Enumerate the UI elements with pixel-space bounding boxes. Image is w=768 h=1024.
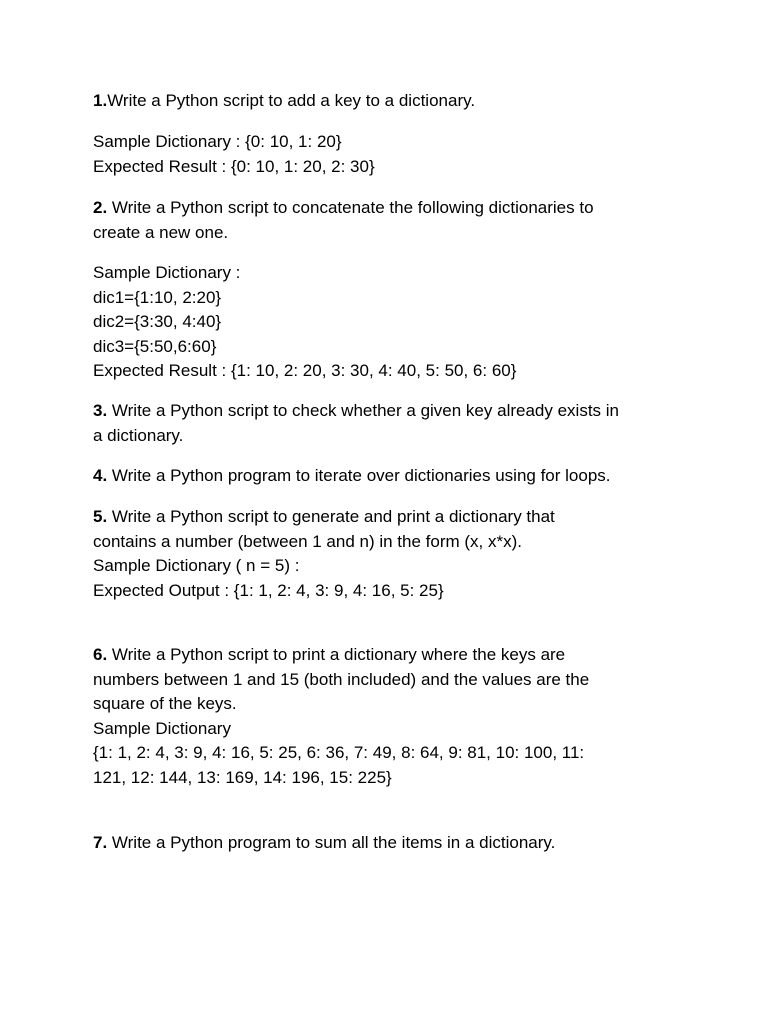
question-text: Write a Python script to generate and print a dictionary that: [107, 507, 555, 526]
detail-line: dic2={3:30, 4:40}: [93, 312, 222, 331]
question-7: [93, 831, 693, 856]
question-line: 121, 12: 144, 13: 169, 14: 196, 15: 225}: [93, 767, 392, 787]
question-number: 7.: [93, 833, 108, 852]
question-line: numbers between 1 and 15 (both included) and the values are the: [93, 669, 590, 689]
question-number: 2.: [93, 198, 108, 217]
question-line: [93, 464, 693, 489]
question-line: {1: 1, 2: 4, 3: 9, 4: 16, 5: 25, 6: 36, 7: 49, 8: 64, 9: 81, 10: 100, 11:: [93, 743, 585, 762]
question-text: Write a Python script to add a key to a dictionary.: [107, 91, 476, 110]
question-line: square of the keys.: [93, 694, 237, 713]
question-line: [93, 89, 693, 114]
question-text: Write a Python script to check whether a given key already exists in: [107, 401, 619, 420]
question-text: Write a Python program to sum all the items in a dictionary.: [107, 833, 556, 852]
question-3: [93, 399, 693, 448]
question-1: [93, 89, 693, 114]
question-line: [93, 831, 693, 856]
question-text: Write a Python program to iterate over dictionaries using for loops.: [107, 466, 611, 485]
question-1-details: [93, 130, 693, 179]
question-4: [93, 464, 693, 489]
question-2: [93, 196, 693, 245]
detail-line: Expected Result : {0: 10, 1: 20, 2: 30}: [93, 156, 375, 176]
question-line: [93, 399, 693, 424]
question-line: a dictionary.: [93, 425, 184, 445]
question-line: [93, 643, 693, 668]
question-number: 1.: [93, 91, 108, 110]
question-text: Write a Python script to print a dictionary where the keys are: [107, 645, 566, 664]
question-number: 4.: [93, 466, 108, 485]
question-line: Sample Dictionary: [93, 718, 231, 738]
question-line: [93, 196, 693, 221]
question-number: 5.: [93, 507, 108, 526]
detail-line: Sample Dictionary :: [93, 263, 241, 282]
detail-line: dic3={5:50,6:60}: [93, 336, 217, 356]
question-number: 3.: [93, 401, 108, 420]
question-5: [93, 505, 693, 603]
detail-line: Sample Dictionary : {0: 10, 1: 20}: [93, 132, 342, 151]
question-line: Sample Dictionary ( n = 5) :: [93, 556, 300, 575]
question-line: contains a number (between 1 and n) in the form (x, x*x).: [93, 531, 522, 551]
question-6: [93, 643, 693, 790]
detail-line: Expected Result : {1: 10, 2: 20, 3: 30, 4: 40, 5: 50, 6: 60}: [93, 361, 517, 380]
question-2-details: [93, 261, 693, 384]
question-number: 6.: [93, 645, 108, 664]
detail-line: dic1={1:10, 2:20}: [93, 287, 222, 307]
question-line: [93, 505, 693, 530]
question-text: Write a Python script to concatenate the following dictionaries to: [107, 198, 594, 217]
question-line: create a new one.: [93, 222, 229, 242]
question-line: Expected Output : {1: 1, 2: 4, 3: 9, 4: 16, 5: 25}: [93, 580, 444, 600]
